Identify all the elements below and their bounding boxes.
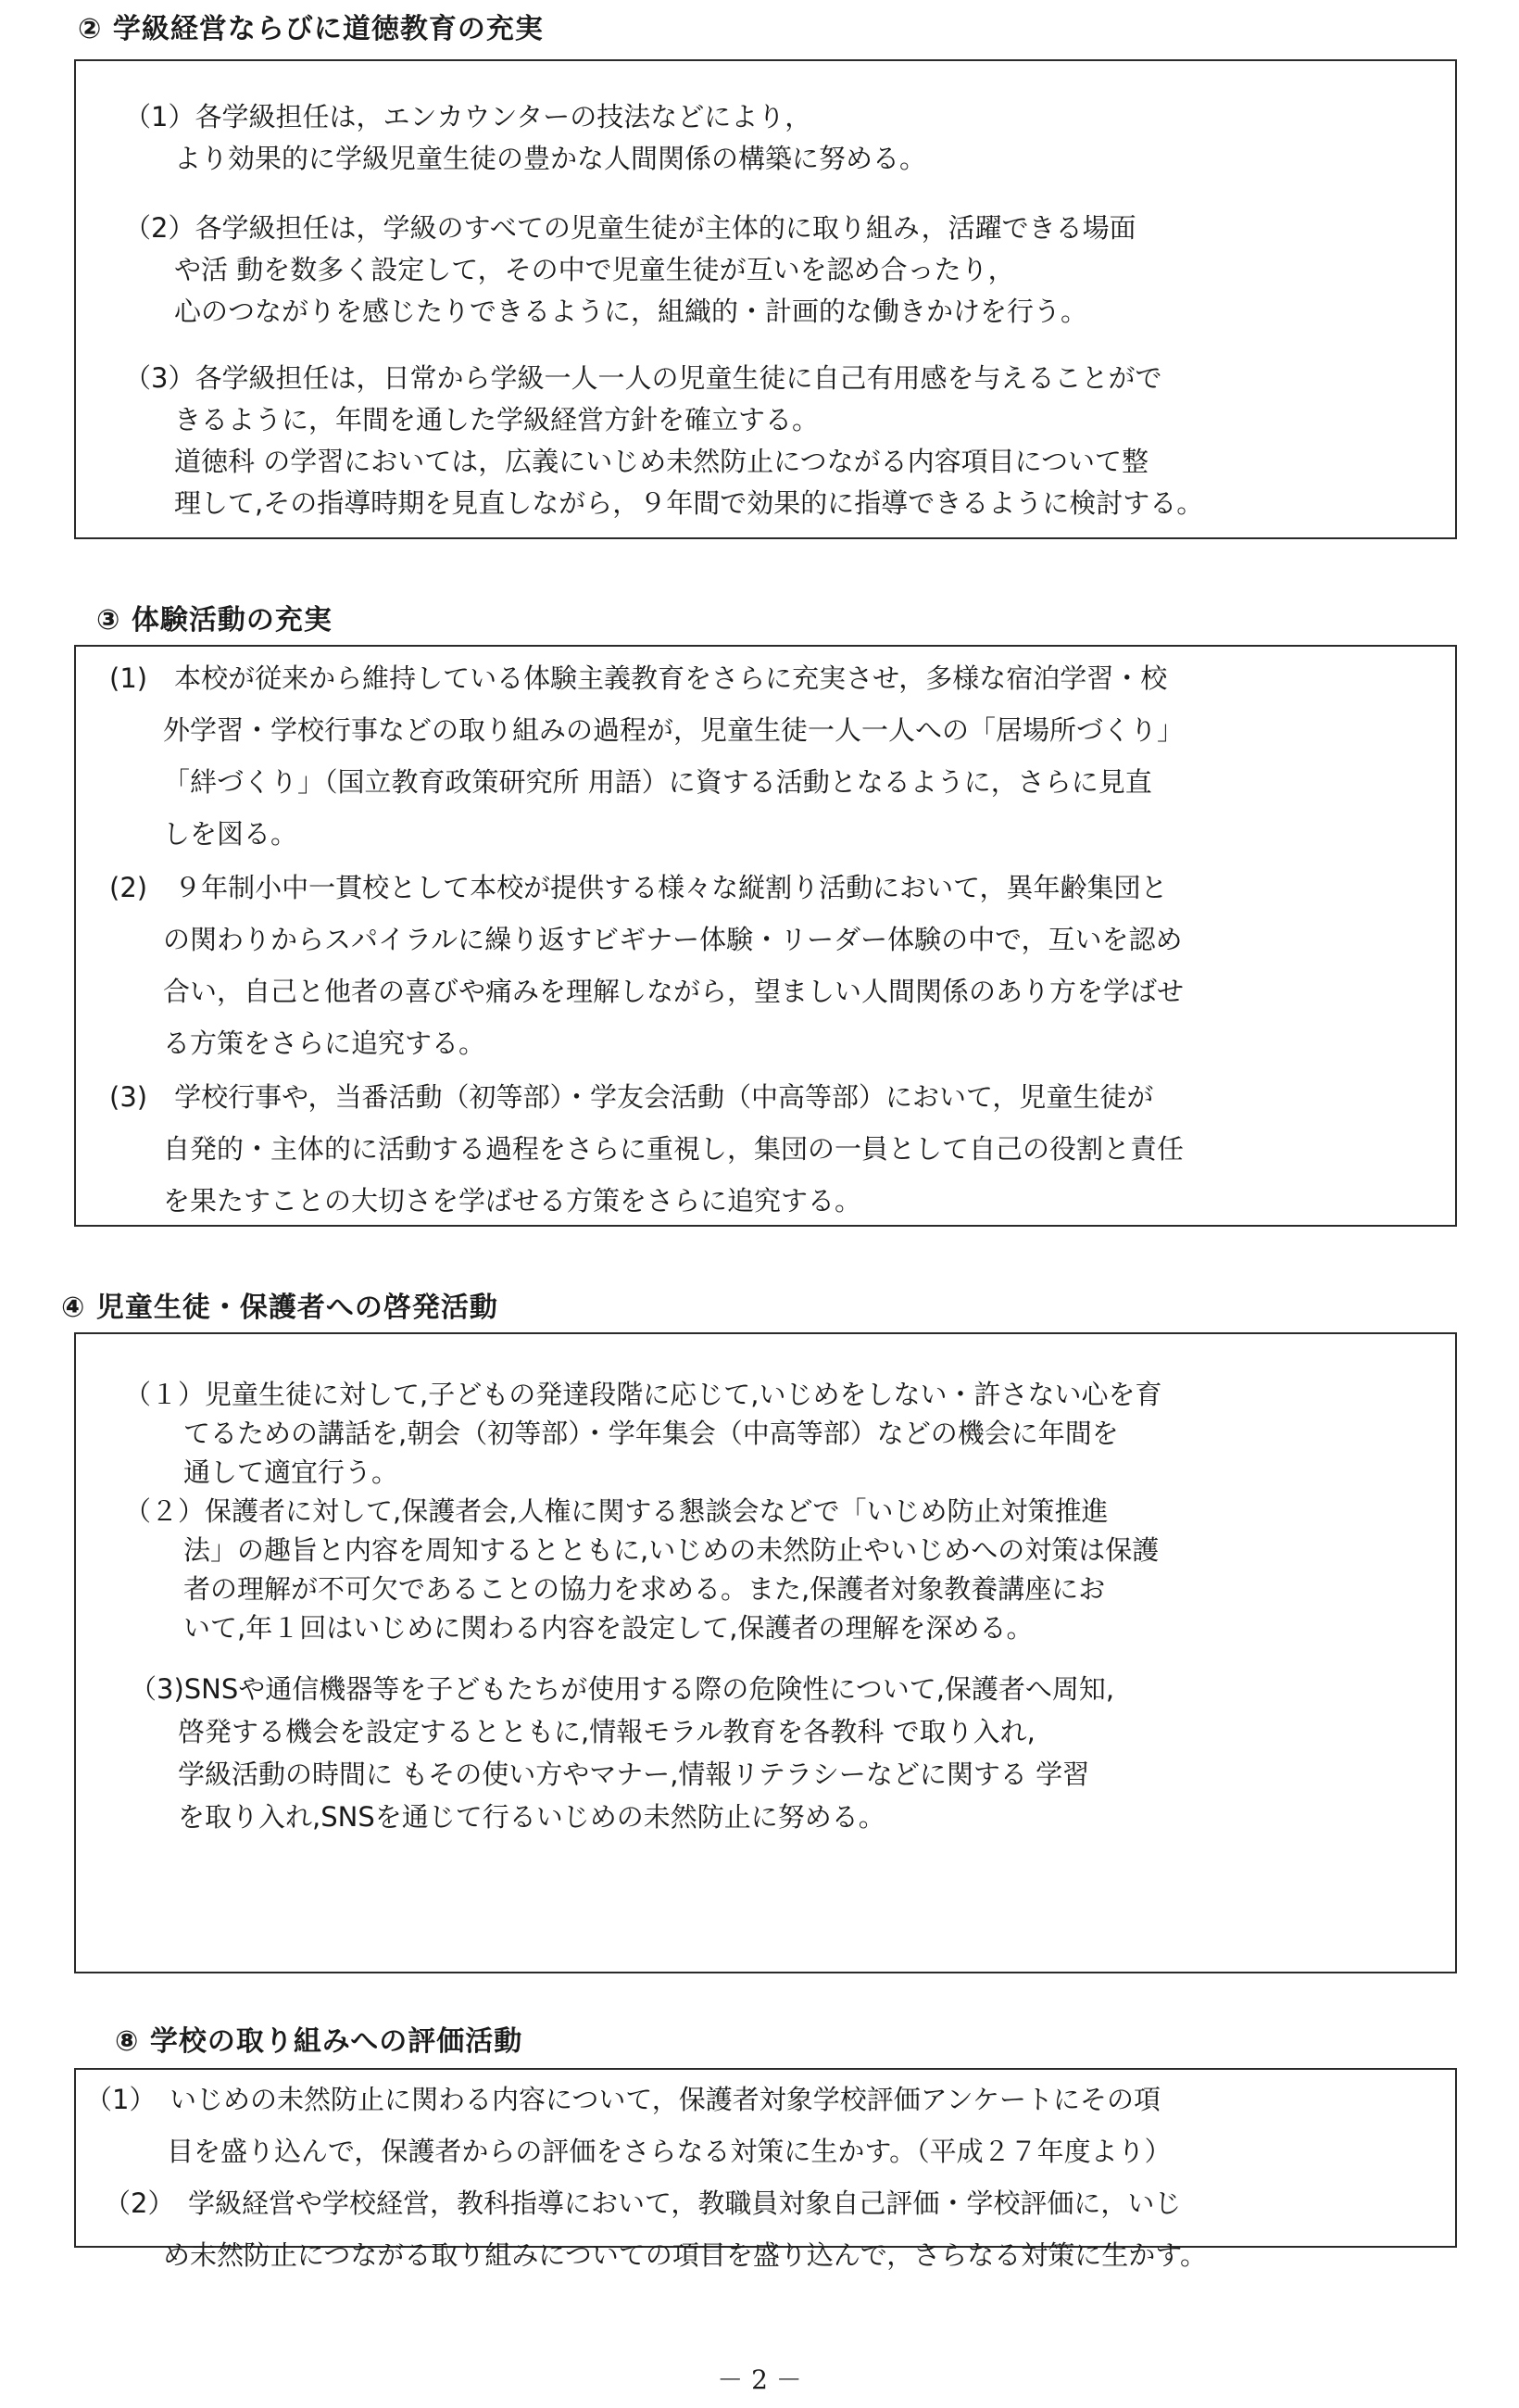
item-line: 理して,その指導時期を見直しながら，９年間で効果的に指導できるように検討する。 <box>174 487 1204 519</box>
item-line: いて,年１回はいじめに関わる内容を設定して,保護者の理解を深める。 <box>183 1612 1034 1644</box>
list-item <box>124 1375 1161 1492</box>
item-line: （2）各学級担任は，学級のすべての児童生徒が主体的に取り組み，活躍できる場面 <box>124 212 1136 244</box>
page-number: － 2 － <box>717 2364 802 2395</box>
list-item <box>85 2074 1172 2177</box>
item-line: 目を盛り込んで，保護者からの評価をさらなる対策に生かす。（平成２７年度より） <box>167 2136 1172 2167</box>
item-line: 道徳科 の学習においては，広義にいじめ未然防止につながる内容項目について整 <box>174 446 1149 477</box>
item-line: しを図る。 <box>163 818 298 850</box>
list-item <box>130 1668 1114 1838</box>
item-line: の関わりからスパイラルに繰り返すビギナー体験・リーダー体験の中で，互いを認め <box>163 924 1183 955</box>
item-line: (3) 学校行事や，当番活動（初等部）・学友会活動（中高等部）において，児童生徒が <box>109 1081 1154 1113</box>
item-line: 自発的・主体的に活動する過程をさらに重視し，集団の一員として自己の役割と責任 <box>163 1133 1185 1165</box>
item-line: や活 動を数多く設定して，その中で児童生徒が互いを認め合ったり， <box>174 254 1015 285</box>
list-item <box>109 862 1184 1069</box>
list-item <box>124 96 926 180</box>
item-line: (1) 本校が従来から維持している体験主義教育をさらに充実させ，多様な宿泊学習・校 <box>109 662 1168 694</box>
item-line: 法」の趣旨と内容を周知するとともに,いじめの未然防止やいじめへの対策は保護 <box>183 1534 1160 1566</box>
item-line: （２）保護者に対して,保護者会,人権に関する懇談会などで「いじめ防止対策推進 <box>124 1495 1109 1527</box>
item-line: 者の理解が不可欠であることの協力を求める。また,保護者対象教養講座にお <box>183 1573 1106 1605</box>
item-line: め未然防止につながる取り組みについての項目を盛り込んで，さらなる対策に生かす。 <box>163 2239 1207 2271</box>
item-line: きるように，年間を通した学級経営方針を確立する。 <box>174 404 820 435</box>
section-heading: ④ 児童生徒・保護者への啓発活動 <box>61 1292 498 1324</box>
item-line: てるための講話を,朝会（初等部）・学年集会（中高等部）などの機会に年間を <box>183 1418 1119 1449</box>
list-item <box>124 358 1203 524</box>
item-line: を取り入れ,SNSを通じて行るいじめの未然防止に努める。 <box>178 1801 885 1833</box>
item-line: より効果的に学級児童生徒の豊かな人間関係の構築に努める。 <box>174 143 927 174</box>
item-line: 「絆づくり」（国立教育政策研究所 用語）に資する活動となるように，さらに見直 <box>163 766 1152 798</box>
item-line: 合い，自己と他者の喜びや痛みを理解しながら，望ましい人間関係のあり方を学ばせ <box>163 976 1185 1007</box>
item-line: 通して適宜行う。 <box>183 1456 399 1488</box>
item-line: （2） 学級経営や学校経営，教科指導において，教職員対象自己評価・学校評価に，いじ <box>104 2187 1182 2219</box>
item-line: 学級活動の時間に もその使い方やマナー,情報リテラシーなどに関する 学習 <box>178 1759 1090 1790</box>
section-heading: ⑧ 学校の取り組みへの評価活動 <box>115 2025 523 2058</box>
section-heading: ③ 体験活動の充実 <box>96 604 333 637</box>
item-line: (2) ９年制小中一貫校として本校が提供する様々な縦割り活動において，異年齢集団と <box>109 872 1168 903</box>
item-line: （1）各学級担任は，エンカウンターの技法などにより， <box>124 101 812 132</box>
item-line: （3)SNSや通信機器等を子どもたちが使用する際の危険性について,保護者へ周知, <box>130 1673 1115 1705</box>
item-line: 外学習・学校行事などの取り組みの過程が，児童生徒一人一人への「居場所づくり」 <box>163 714 1185 746</box>
item-line: る方策をさらに追究する。 <box>163 1027 486 1059</box>
item-line: 心のつながりを感じたりできるように，組織的・計画的な働きかけを行う。 <box>174 296 1088 327</box>
list-item <box>109 1071 1184 1227</box>
list-item <box>124 1492 1159 1647</box>
list-item <box>104 2177 1207 2281</box>
section-heading: ② 学級経営ならびに道徳教育の充実 <box>78 13 544 45</box>
item-line: （１）児童生徒に対して,子どもの発達段階に応じて,いじめをしない・許さない心を育 <box>124 1379 1162 1410</box>
item-line: （1） いじめの未然防止に関わる内容について，保護者対象学校評価アンケートにその項 <box>85 2084 1161 2115</box>
item-line: を果たすことの大切さを学ばせる方策をさらに追究する。 <box>163 1185 862 1217</box>
item-line: （3）各学級担任は，日常から学級一人一人の児童生徒に自己有用感を与えることがで <box>124 362 1162 394</box>
list-item <box>109 652 1184 860</box>
list-item <box>124 208 1136 333</box>
item-line: 啓発する機会を設定するとともに,情報モラル教育を各教科 で取り入れ, <box>178 1716 1036 1747</box>
